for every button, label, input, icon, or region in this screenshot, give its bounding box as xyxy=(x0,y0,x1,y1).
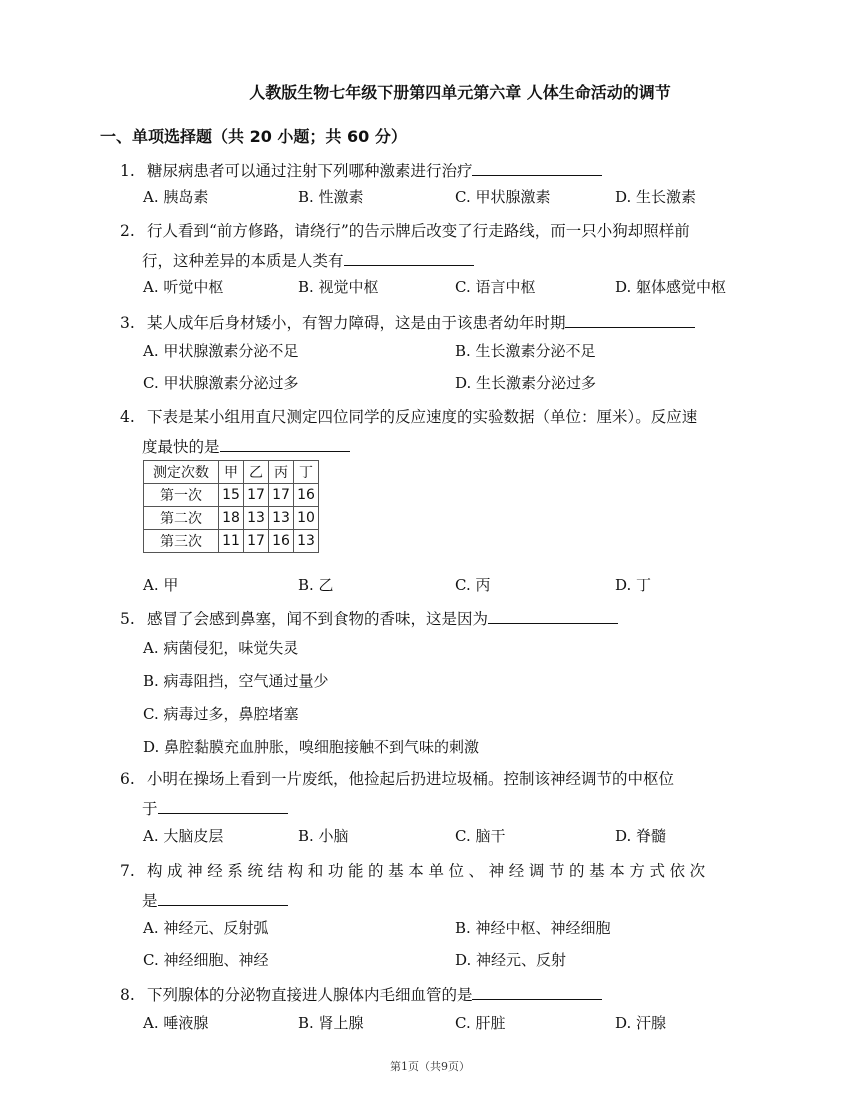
table-row xyxy=(144,507,319,530)
table-cell: 17 xyxy=(244,530,269,553)
question-6 xyxy=(120,764,765,824)
question-number: 6. xyxy=(120,770,135,788)
option-c[interactable]: C. 甲状腺激素 xyxy=(455,188,551,206)
document-title: 人教版生物七年级下册第四单元第六章 人体生命活动的调节 xyxy=(249,83,671,102)
option-d[interactable]: D. 生长激素分泌过多 xyxy=(455,374,597,392)
page-footer: 第1页（共9页） xyxy=(390,1060,470,1073)
table-cell: 17 xyxy=(244,484,269,507)
question-number: 5. xyxy=(120,610,135,628)
answer-blank[interactable] xyxy=(220,433,350,452)
question-7 xyxy=(120,856,765,916)
table-row xyxy=(144,484,319,507)
answer-blank[interactable] xyxy=(472,981,602,1000)
table-cell: 13 xyxy=(244,507,269,530)
table-cell: 17 xyxy=(269,484,294,507)
question-text-line-2: 度最快的是 xyxy=(142,438,220,456)
option-d[interactable]: D. 生长激素 xyxy=(615,188,697,206)
option-b[interactable]: B. 生长激素分泌不足 xyxy=(455,342,596,360)
option-a[interactable]: A. 胰岛素 xyxy=(143,188,209,206)
option-d[interactable]: D. 脊髓 xyxy=(615,827,667,845)
option-a[interactable]: A. 甲状腺激素分泌不足 xyxy=(143,342,299,360)
question-8 xyxy=(120,980,765,1010)
table-header-row xyxy=(144,461,319,484)
answer-blank[interactable] xyxy=(344,247,474,266)
question-text-line-1: 构成神经系统结构和功能的基本单位、神经调节的基本方式依次 xyxy=(146,862,710,880)
table-cell: 16 xyxy=(269,530,294,553)
question-text-line-2: 行，这种差异的本质是人类有 xyxy=(142,252,344,270)
question-2 xyxy=(120,216,765,276)
question-5 xyxy=(120,604,765,634)
answer-blank[interactable] xyxy=(472,157,602,176)
option-a[interactable]: A. 甲 xyxy=(143,576,179,594)
option-b[interactable]: B. 乙 xyxy=(298,576,334,594)
option-a[interactable]: A. 唾液腺 xyxy=(143,1014,209,1032)
option-b[interactable]: B. 性激素 xyxy=(298,188,364,206)
question-1 xyxy=(120,156,765,186)
table-cell: 13 xyxy=(294,530,319,553)
option-c[interactable]: C. 脑干 xyxy=(455,827,506,845)
option-d[interactable]: D. 鼻腔黏膜充血肿胀，嗅细胞接触不到气味的刺激 xyxy=(143,738,480,756)
option-c[interactable]: C. 语言中枢 xyxy=(455,278,536,296)
table-cell: 第三次 xyxy=(144,530,219,553)
question-number: 7. xyxy=(120,862,135,880)
option-a[interactable]: A. 大脑皮层 xyxy=(143,827,224,845)
answer-blank[interactable] xyxy=(158,795,288,814)
option-b[interactable]: B. 神经中枢、神经细胞 xyxy=(455,919,611,937)
option-c[interactable]: C. 丙 xyxy=(455,576,491,594)
option-d[interactable]: D. 汗腺 xyxy=(615,1014,667,1032)
table-cell: 10 xyxy=(294,507,319,530)
option-b[interactable]: B. 病毒阻挡，空气通过量少 xyxy=(143,672,329,690)
question-text-line-1: 下表是某小组用直尺测定四位同学的反应速度的实验数据（单位：厘米）。反应速 xyxy=(146,408,698,426)
question-3 xyxy=(120,308,765,338)
question-text-line-2: 于 xyxy=(142,800,158,818)
answer-blank[interactable] xyxy=(488,605,618,624)
option-d[interactable]: D. 神经元、反射 xyxy=(455,951,567,969)
table-header-cell: 甲 xyxy=(219,461,244,484)
option-c[interactable]: C. 病毒过多，鼻腔堵塞 xyxy=(143,705,299,723)
option-c[interactable]: C. 甲状腺激素分泌过多 xyxy=(143,374,299,392)
table-cell: 第一次 xyxy=(144,484,219,507)
question-number: 8. xyxy=(120,986,135,1004)
question-text-line-2: 是 xyxy=(142,892,158,910)
question-number: 2. xyxy=(120,222,135,240)
option-b[interactable]: B. 小脑 xyxy=(298,827,349,845)
question-number: 3. xyxy=(120,314,135,332)
table-cell: 11 xyxy=(219,530,244,553)
question-4 xyxy=(120,402,765,462)
question-text: 糖尿病患者可以通过注射下列哪种激素进行治疗 xyxy=(146,162,473,180)
table-header-cell: 丁 xyxy=(294,461,319,484)
option-a[interactable]: A. 听觉中枢 xyxy=(143,278,224,296)
question-number: 4. xyxy=(120,408,135,426)
question-text-line-1: 小明在操场上看到一片废纸，他捡起后扔进垃圾桶。控制该神经调节的中枢位 xyxy=(146,770,674,788)
section-heading: 一、单项选择题（共 20 小题；共 60 分） xyxy=(100,127,407,146)
question-text: 感冒了会感到鼻塞，闻不到食物的香味，这是因为 xyxy=(146,610,488,628)
question-text: 某人成年后身材矮小，有智力障碍，这是由于该患者幼年时期 xyxy=(146,314,566,332)
option-a[interactable]: A. 病菌侵犯，味觉失灵 xyxy=(143,639,299,657)
table-header-cell: 乙 xyxy=(244,461,269,484)
answer-blank[interactable] xyxy=(158,887,288,906)
table-cell: 第二次 xyxy=(144,507,219,530)
table-cell: 16 xyxy=(294,484,319,507)
table-cell: 13 xyxy=(269,507,294,530)
table-header-cell: 丙 xyxy=(269,461,294,484)
option-a[interactable]: A. 神经元、反射弧 xyxy=(143,919,269,937)
question-text: 下列腺体的分泌物直接进人腺体内毛细血管的是 xyxy=(146,986,473,1004)
question-text-line-1: 行人看到“前方修路，请绕行”的告示牌后改变了行走路线，而一只小狗却照样前 xyxy=(146,222,690,240)
option-d[interactable]: D. 丁 xyxy=(615,576,652,594)
answer-blank[interactable] xyxy=(565,309,695,328)
option-c[interactable]: C. 肝脏 xyxy=(455,1014,506,1032)
option-b[interactable]: B. 视觉中枢 xyxy=(298,278,379,296)
table-cell: 18 xyxy=(219,507,244,530)
table-row xyxy=(144,530,319,553)
option-b[interactable]: B. 肾上腺 xyxy=(298,1014,364,1032)
reaction-data-table xyxy=(143,460,319,553)
option-d[interactable]: D. 躯体感觉中枢 xyxy=(615,278,727,296)
question-number: 1. xyxy=(120,162,135,180)
table-cell: 15 xyxy=(219,484,244,507)
table-header-cell: 测定次数 xyxy=(144,461,219,484)
option-c[interactable]: C. 神经细胞、神经 xyxy=(143,951,269,969)
